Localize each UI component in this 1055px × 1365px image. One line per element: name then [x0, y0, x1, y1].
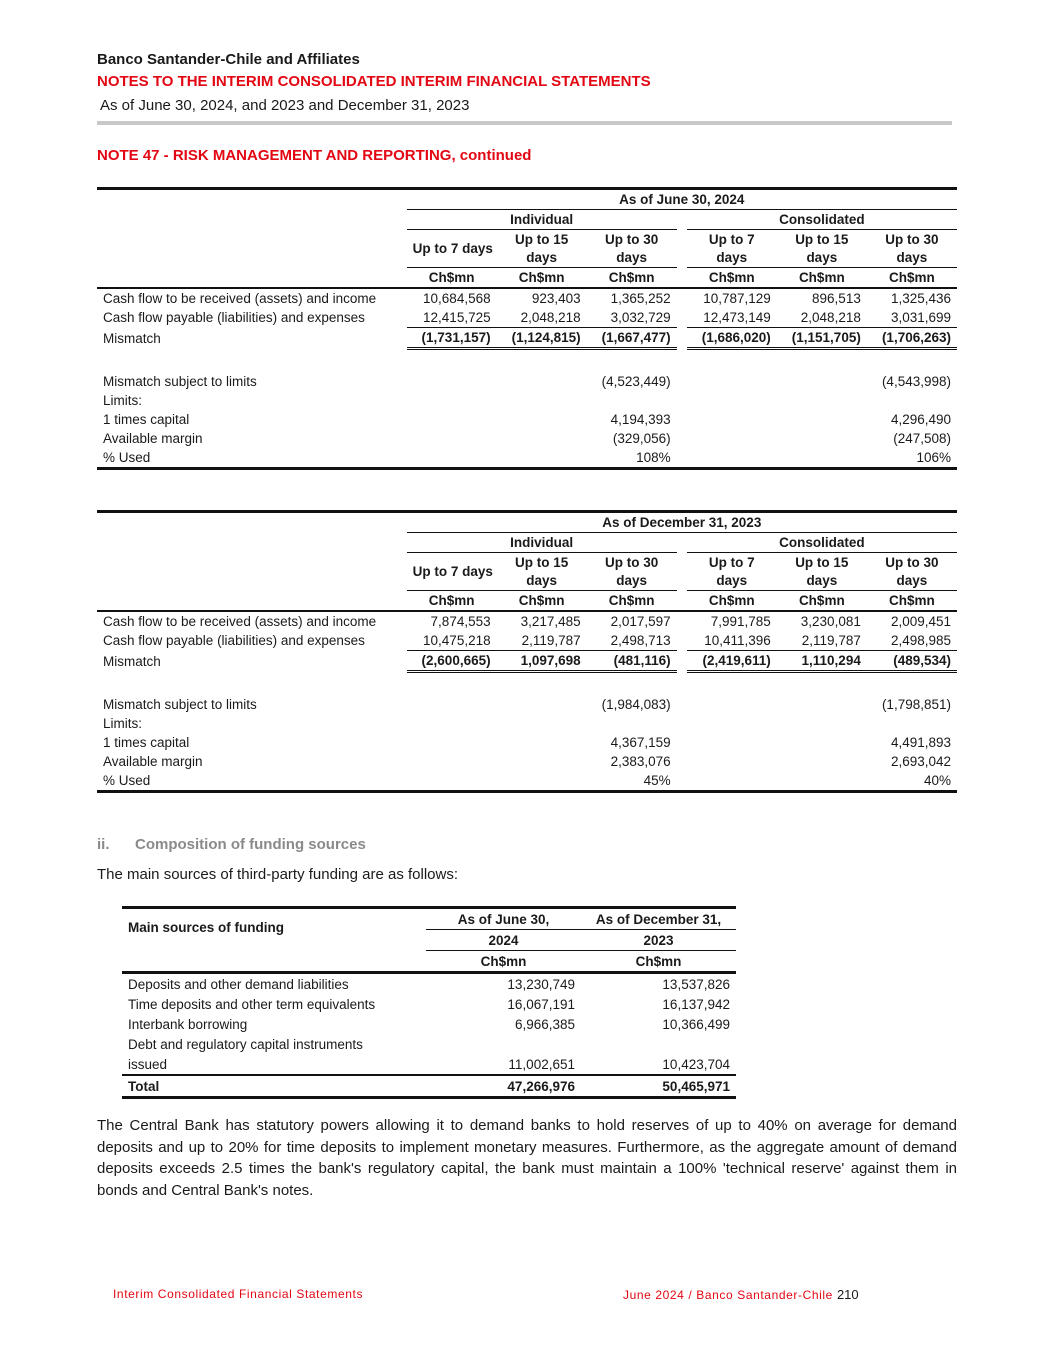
cell: 10,411,396 [704, 633, 771, 648]
cell: 2,498,985 [890, 633, 951, 648]
cell: 2,048,218 [520, 310, 581, 325]
cell: 7,991,785 [710, 614, 771, 629]
col2-year: 2023 [581, 930, 736, 951]
row-label: Limits: [103, 393, 143, 408]
col1-year: 2024 [426, 930, 581, 951]
cell: 40% [867, 771, 957, 792]
cell: 2,119,787 [521, 633, 581, 648]
row-label: % Used [97, 771, 407, 792]
row-label: 1 times capital [103, 412, 190, 427]
row-label: Cash flow to be received (assets) and income [103, 614, 377, 629]
total-label: Total [122, 1075, 426, 1098]
cell: 1,325,436 [890, 291, 951, 306]
section-title [97, 836, 366, 853]
cell: 4,194,393 [610, 412, 671, 427]
header-divider [97, 121, 952, 125]
cell: (329,056) [612, 431, 671, 446]
section-intro: The main sources of third-party funding are as follows: [97, 866, 459, 883]
cell: 2,048,218 [800, 310, 861, 325]
note-title: NOTE 47 - RISK MANAGEMENT AND REPORTING, continued [97, 147, 532, 164]
col-con-30: Up to 30 days [885, 554, 939, 588]
cell: 106% [867, 448, 957, 469]
liquidity-table-dec-2023 [97, 510, 957, 793]
cell: 923,403 [531, 291, 581, 306]
col-ind-7: Up to 7 days [412, 240, 493, 256]
unit: Ch$mn [687, 268, 777, 289]
page-header [97, 50, 952, 125]
cell: 4,367,159 [610, 735, 671, 750]
cell: (1,798,851) [881, 697, 951, 712]
cell: 3,217,485 [520, 614, 581, 629]
cell: 2,498,713 [610, 633, 671, 648]
page-number: 210 [836, 1287, 859, 1302]
total-2023: 50,465,971 [581, 1075, 736, 1098]
unit: Ch$mn [497, 591, 587, 612]
cell: (1,984,083) [601, 697, 671, 712]
notes-title: NOTES TO THE INTERIM CONSOLIDATED INTERIM FINANCIAL STATEMENTS [97, 73, 651, 90]
cell: 16,137,942 [662, 996, 730, 1012]
footer-right [623, 1287, 859, 1302]
funding-row-label: Deposits and other demand liabilities [128, 976, 349, 992]
col-con-30: Up to 30 days [885, 231, 939, 265]
funding-sources-table [122, 906, 736, 1099]
footer-right-text: June 2024 / Banco Santander-Chile [623, 1288, 833, 1302]
col-ind-15: Up to 15 days [514, 231, 569, 265]
cell: 13,230,749 [507, 976, 575, 992]
row-label: Cash flow payable (liabilities) and expenses [103, 633, 365, 649]
section-title-text: Composition of funding sources [135, 836, 366, 853]
row-label: Mismatch [103, 330, 161, 346]
col-ind-30: Up to 30 days [605, 231, 659, 265]
cell: 108% [587, 448, 677, 469]
cell: 10,787,129 [703, 291, 771, 306]
cell: (247,508) [893, 431, 951, 446]
unit: Ch$mn [867, 268, 957, 289]
mismatch-cell: (1,151,705) [777, 328, 867, 349]
cell: (4,543,998) [881, 374, 951, 389]
unit: Ch$mn [581, 951, 736, 973]
funding-row-label: Time deposits and other term equivalents [128, 996, 376, 1012]
cell: 6,966,385 [514, 1016, 575, 1032]
row-label: Mismatch subject to limits [103, 374, 257, 389]
row-label: Cash flow payable (liabilities) and expenses [103, 310, 365, 326]
consolidated-header: Consolidated [687, 210, 957, 230]
unit: Ch$mn [777, 591, 867, 612]
total-2024: 47,266,976 [426, 1075, 581, 1098]
funding-row-label: Interbank borrowing [128, 1016, 248, 1032]
liquidity-table-june-2024 [97, 187, 957, 470]
unit: Ch$mn [587, 268, 677, 289]
row-label: Mismatch subject to limits [103, 697, 257, 712]
cell: 10,366,499 [662, 1016, 730, 1032]
cell: 11,002,651 [508, 1056, 575, 1072]
unit: Ch$mn [687, 591, 777, 612]
individual-header: Individual [407, 533, 677, 553]
mismatch-cell: (489,534) [867, 651, 957, 672]
cell: 10,475,218 [423, 633, 491, 648]
unit: Ch$mn [407, 591, 497, 612]
funding-row-label-cont: issued [128, 1056, 168, 1072]
cell: 12,415,725 [423, 310, 491, 325]
cell: 45% [587, 771, 677, 792]
row-label: Available margin [103, 754, 203, 769]
mismatch-cell: (1,124,815) [497, 328, 587, 349]
section-number: ii. [97, 836, 110, 853]
central-bank-paragraph: The Central Bank has statutory powers allowing it to demand banks to hold reserves of up to 40% on average for demand deposits and up to 20% for time deposits to implement monetary measures. Furthermore, as the aggregate amount of demand deposits exceeds 2.5 times the bank's regulatory capital, the bank must maintain a 100% 'technical reserve' against them in bonds and Central Bank's notes. [97, 1117, 957, 1199]
unit: Ch$mn [426, 951, 581, 973]
row-label: 1 times capital [103, 735, 190, 750]
mismatch-cell: (2,419,611) [687, 651, 777, 672]
col1-header: As of June 30, [426, 908, 581, 930]
cell: 3,032,729 [610, 310, 671, 325]
row-label: Cash flow to be received (assets) and income [103, 291, 377, 306]
unit: Ch$mn [407, 268, 497, 289]
cell: 2,383,076 [610, 754, 671, 769]
row-label: Limits: [103, 716, 143, 731]
cell: 4,491,893 [890, 735, 951, 750]
row-label: % Used [97, 448, 407, 469]
footer-left: Interim Consolidated Financial Statements [113, 1287, 364, 1301]
mismatch-cell: (1,706,263) [867, 328, 957, 349]
row-label: Available margin [103, 431, 203, 446]
mismatch-cell: (481,116) [587, 651, 677, 672]
period-header: As of June 30, 2024 [407, 189, 957, 210]
as-of-date: As of June 30, 2024, and 2023 and December 31, 2023 [100, 97, 470, 114]
cell: (4,523,449) [601, 374, 671, 389]
cell: 2,119,787 [801, 633, 861, 648]
col-ind-15: Up to 15 days [514, 554, 569, 588]
mismatch-cell: (1,731,157) [407, 328, 497, 349]
cell: 896,513 [812, 291, 861, 306]
cell: 12,473,149 [703, 310, 771, 325]
col-con-15: Up to 15 days [795, 554, 849, 588]
col2-header: As of December 31, [581, 908, 736, 930]
unit: Ch$mn [497, 268, 587, 289]
cell: 10,423,704 [662, 1056, 730, 1072]
unit: Ch$mn [777, 268, 867, 289]
cell: 3,031,699 [890, 310, 951, 325]
cell: 16,067,191 [507, 996, 575, 1012]
cell: 3,230,081 [800, 614, 861, 629]
cell: 2,017,597 [610, 614, 671, 629]
consolidated-header: Consolidated [687, 533, 957, 553]
unit: Ch$mn [867, 591, 957, 612]
mismatch-cell: (2,600,665) [407, 651, 497, 672]
col-ind-30: Up to 30 days [605, 554, 659, 588]
cell: 4,296,490 [890, 412, 951, 427]
mismatch-cell: 1,110,294 [777, 651, 867, 672]
col-con-7: Up to 7 days [708, 231, 755, 265]
company-name: Banco Santander-Chile and Affiliates [97, 51, 360, 68]
individual-header: Individual [407, 210, 677, 230]
cell: 13,537,826 [662, 976, 730, 992]
col-con-7: Up to 7 days [708, 554, 755, 588]
unit: Ch$mn [587, 591, 677, 612]
cell: 2,009,451 [890, 614, 951, 629]
cell: 10,684,568 [423, 291, 491, 306]
mismatch-cell: 1,097,698 [497, 651, 587, 672]
cell: 7,874,553 [430, 614, 491, 629]
col-ind-7: Up to 7 days [412, 563, 493, 579]
mismatch-cell: (1,667,477) [587, 328, 677, 349]
cell: 1,365,252 [610, 291, 671, 306]
row-label: Mismatch [103, 653, 161, 669]
col-con-15: Up to 15 days [795, 231, 849, 265]
period-header: As of December 31, 2023 [407, 512, 957, 533]
cell: 2,693,042 [890, 754, 951, 769]
funding-header-label: Main sources of funding [128, 919, 285, 935]
funding-row-label: Debt and regulatory capital instruments [128, 1036, 363, 1052]
mismatch-cell: (1,686,020) [687, 328, 777, 349]
